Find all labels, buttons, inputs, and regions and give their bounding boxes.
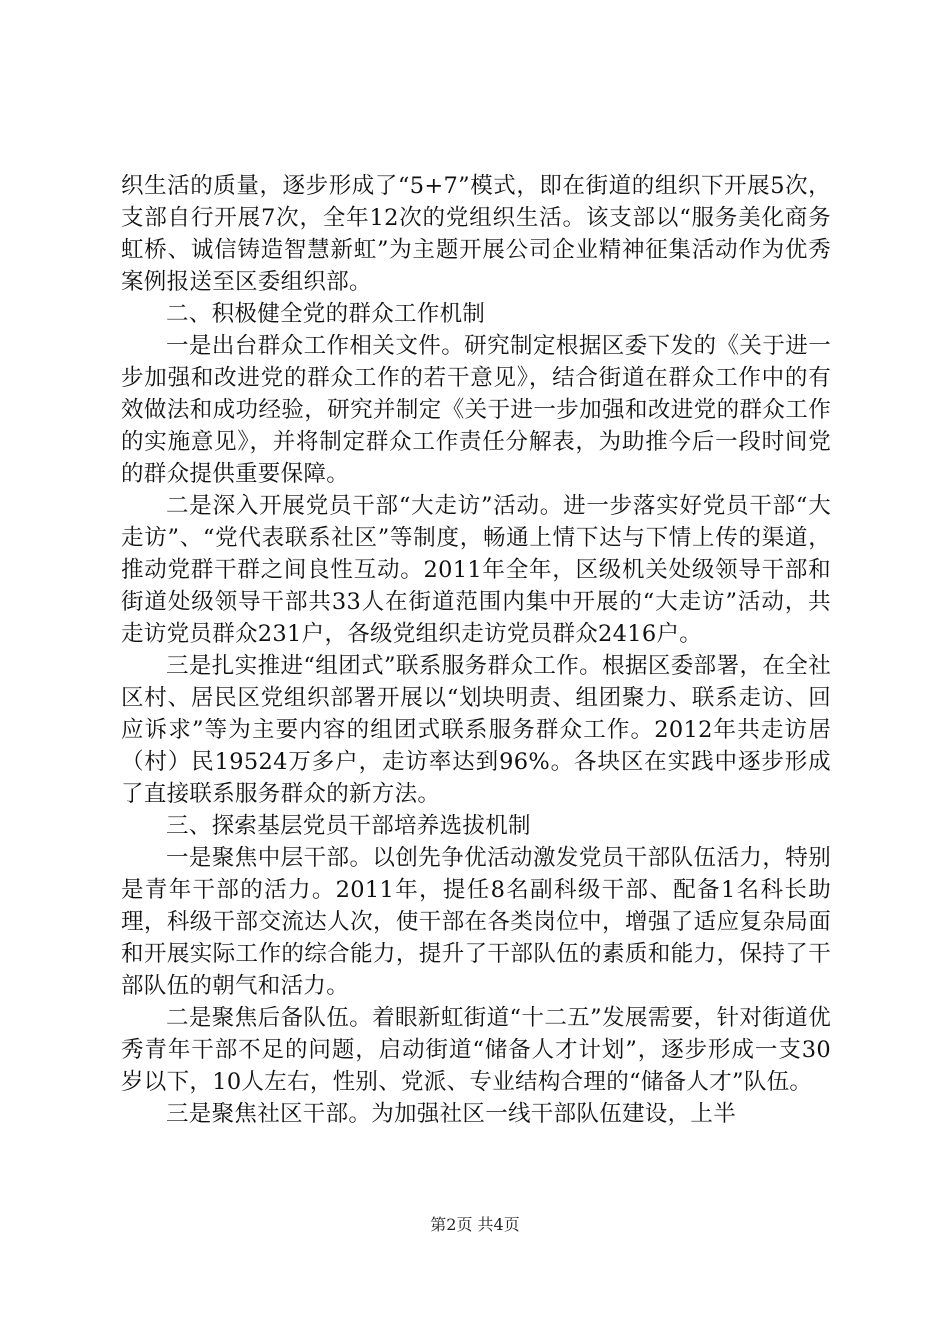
page-footer — [0, 1215, 950, 1235]
page-number-label: 第2页 共4页 — [430, 1215, 520, 1234]
paragraph-big-visit: 二是深入开展党员干部“大走访”活动。进一步落实好党员干部“大走访”、“党代表联系社区”等制度，畅通上情下达与下情上传的渠道，推动党群干群之间良性互动。2011年全年，区级机关处级领导干部和街道处级领导干部共33人在街道范围内集中开展的“大走访”活动，共走访党员群众231户，各级党组织走访党员群众2416户。 — [121, 493, 831, 647]
paragraph-group-service: 三是扎实推进“组团式”联系服务群众工作。根据区委部署，在全社区村、居民区党组织部署开展以“划块明责、组团聚力、联系走访、回应诉求”等为主要内容的组团式联系服务群众工作。2012年共走访居（村）民19524万多户，走访率达到96%。各块区在实践中逐步形成了直接联系服务群众的新方法。 — [121, 653, 831, 807]
section-heading-2: 二、积极健全党的群众工作机制 — [166, 301, 486, 327]
paragraph-community-cadres: 三是聚焦社区干部。为加强社区一线干部队伍建设，上半 — [166, 1101, 737, 1127]
paragraph-reserve-team: 二是聚焦后备队伍。着眼新虹街道“十二五”发展需要，针对街道优秀青年干部不足的问题，启动街道“储备人才计划”，逐步形成一支30岁以下，10人左右，性别、党派、专业结构合理的“储备人才”队伍。 — [121, 1005, 831, 1095]
paragraph-mass-work-documents: 一是出台群众工作相关文件。研究制定根据区委下发的《关于进一步加强和改进党的群众工作的若干意见》，结合街道在群众工作中的有效做法和成功经验，研究并制定《关于进一步加强和改进党的群众工作的实施意见》，并将制定群众工作责任分解表，为助推今后一段时间党的群众提供重要保障。 — [121, 333, 831, 487]
document-body — [121, 170, 831, 1130]
paragraph-middle-cadres: 一是聚焦中层干部。以创先争优活动激发党员干部队伍活力，特别是青年干部的活力。2011年，提任8名副科级干部、配备1名科长助理，科级干部交流达人次，使干部在各类岗位中，增强了适应复杂局面和开展实际工作的综合能力，提升了干部队伍的素质和能力，保持了干部队伍的朝气和活力。 — [121, 845, 831, 999]
paragraph-continuation: 织生活的质量，逐步形成了“5+7”模式，即在街道的组织下开展5次，支部自行开展7次，全年12次的党组织生活。该支部以“服务美化商务虹桥、诚信铸造智慧新虹”为主题开展公司企业精神征集活动作为优秀案例报送至区委组织部。 — [121, 173, 831, 295]
section-heading-3: 三、探索基层党员干部培养选拔机制 — [166, 813, 531, 839]
